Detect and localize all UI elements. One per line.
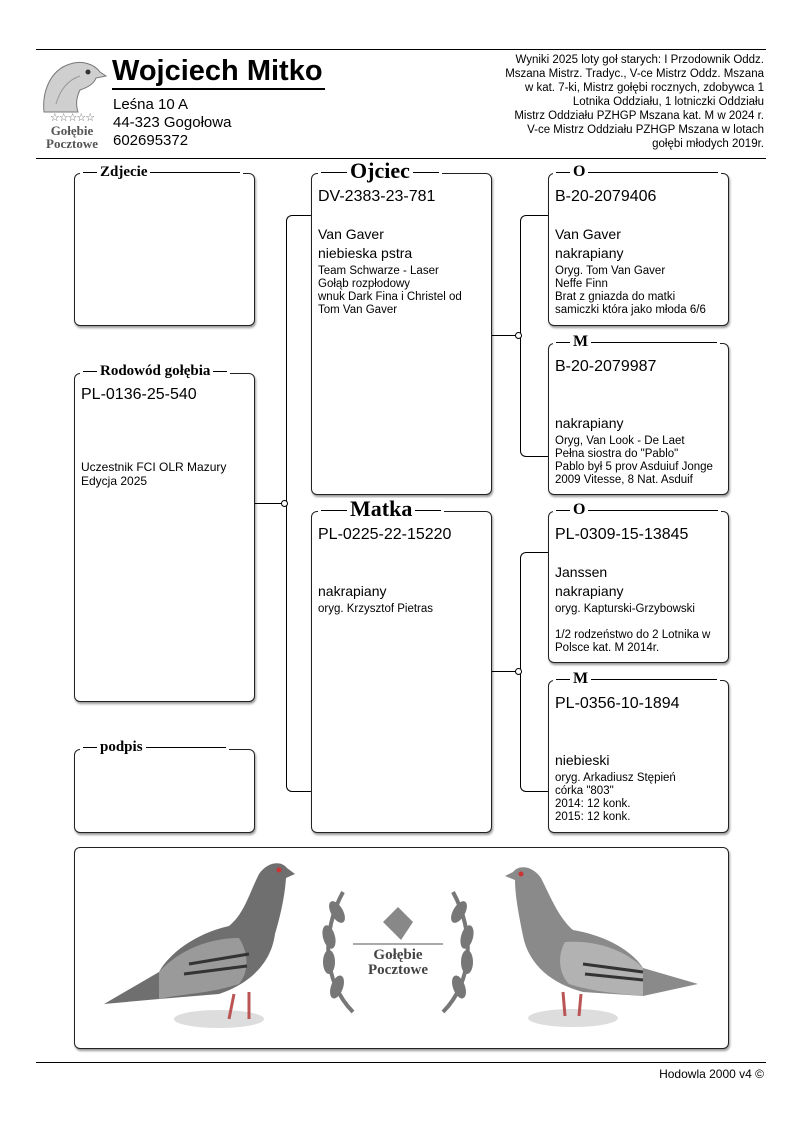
- grandmother-paternal-box: [548, 343, 729, 495]
- mf-legend: O: [553, 502, 721, 518]
- grandfather-paternal-box: [548, 173, 729, 326]
- pedigree-legend: Rodowód gołębia: [80, 364, 230, 379]
- mother-ring: PL-0225-22-15220: [318, 526, 452, 543]
- mm-legend: M: [553, 671, 720, 687]
- footer-text: Hodowla 2000 v4 ©: [659, 1067, 764, 1081]
- mother-box: [311, 511, 492, 833]
- header-logo: [36, 54, 108, 150]
- fm-color: nakrapiany: [555, 415, 624, 431]
- breeder-results: Wyniki 2025 loty goł starych: I Przodownik Oddz. Mszana Mistrz. Tradyc., V-ce Mistrz Oddz. Mszana w kat. 7-ki, Mistrz gołębi rocznych, zdobywca 1 Lotnika Oddziału, 1 lotniczki Oddziału Mistrz Oddziału PZHGP Mszana kat. M w 2024 r. V-ce Mistrz Oddziału PZHGP Mszana w lotach gołębi młodych 2019r.: [505, 54, 764, 150]
- mother-legend: Matka: [318, 498, 444, 520]
- ff-color: nakrapiany: [555, 245, 624, 261]
- mother-color: nakrapiany: [318, 583, 387, 599]
- logo-stars-icon: ☆☆☆☆☆: [49, 112, 95, 124]
- pigeon-right-icon: [493, 856, 703, 1036]
- mf-strain: Janssen: [555, 564, 608, 580]
- photo-legend: Zdjecie: [80, 165, 243, 180]
- fm-notes: Oryg, Van Look - De Laet Pełna siostra do "Pablo" Pablo był 5 prov Asduiuf Jonge 2009 Vitesse, 8 Nat. Asduif: [555, 435, 713, 486]
- grandmother-maternal-box: [548, 680, 729, 833]
- pedigree-ring: PL-0136-25-540: [81, 386, 197, 403]
- mf-ring: PL-0309-15-13845: [555, 526, 689, 543]
- ff-strain: Van Gaver: [555, 226, 621, 242]
- mother-notes: oryg. Krzysztof Pietras: [318, 603, 434, 615]
- banner-box: [74, 847, 729, 1049]
- fm-strain: [555, 396, 713, 413]
- pedigree-box: [74, 373, 255, 702]
- ff-notes: Oryg. Tom Van Gaver Neffe Finn Brat z gniazda do matki samiczki która jako młoda 6/6: [555, 265, 706, 316]
- photo-box: [74, 173, 255, 326]
- father-notes: Team Schwarze - Laser Gołąb rozpłodowy wnuk Dark Fina i Christel od Tom Van Gaver: [318, 265, 462, 316]
- father-strain: Van Gaver: [318, 226, 384, 242]
- grandfather-maternal-box: [548, 511, 729, 663]
- mf-color: nakrapiany: [555, 583, 624, 599]
- owner-name: Wojciech Mitko: [112, 54, 325, 90]
- mm-ring: PL-0356-10-1894: [555, 695, 680, 712]
- pigeon-left-icon: [99, 854, 299, 1034]
- signature-legend: podpis: [80, 740, 229, 755]
- mother-strain: [318, 564, 433, 581]
- fm-legend: M: [553, 334, 720, 350]
- father-color: niebieska pstra: [318, 245, 413, 261]
- ff-legend: O: [553, 164, 721, 180]
- father-box: [311, 173, 492, 495]
- mm-strain: [555, 733, 676, 750]
- signature-box: [74, 749, 255, 833]
- pigeon-head-logo-icon: [36, 54, 108, 114]
- ff-ring: B-20-2079406: [555, 188, 657, 205]
- address-line-1: Leśna 10 A: [113, 96, 189, 113]
- logo-text-2: Pocztowe: [46, 136, 98, 151]
- phone: 602695372: [113, 132, 189, 149]
- mm-notes: oryg. Arkadiusz Stępień córka "803" 2014: 12 konk. 2015: 12 konk.: [555, 772, 676, 823]
- pedigree-notes: Uczestnik FCI OLR Mazury Edycja 2025: [81, 460, 227, 488]
- mm-color: niebieski: [555, 752, 610, 768]
- mf-notes: oryg. Kapturski-Grzybowski 1/2 rodzeństwo do 2 Lotnika w Polsce kat. M 2014r.: [555, 603, 711, 654]
- father-legend: Ojciec: [318, 160, 442, 182]
- fm-ring: B-20-2079987: [555, 358, 657, 375]
- logo-text-1: Gołębie: [50, 123, 94, 138]
- address-line-2: 44-323 Gogołowa: [113, 114, 232, 131]
- banner-logo-text: Gołębie Pocztowe: [368, 947, 428, 978]
- father-ring: DV-2383-23-781: [318, 188, 436, 205]
